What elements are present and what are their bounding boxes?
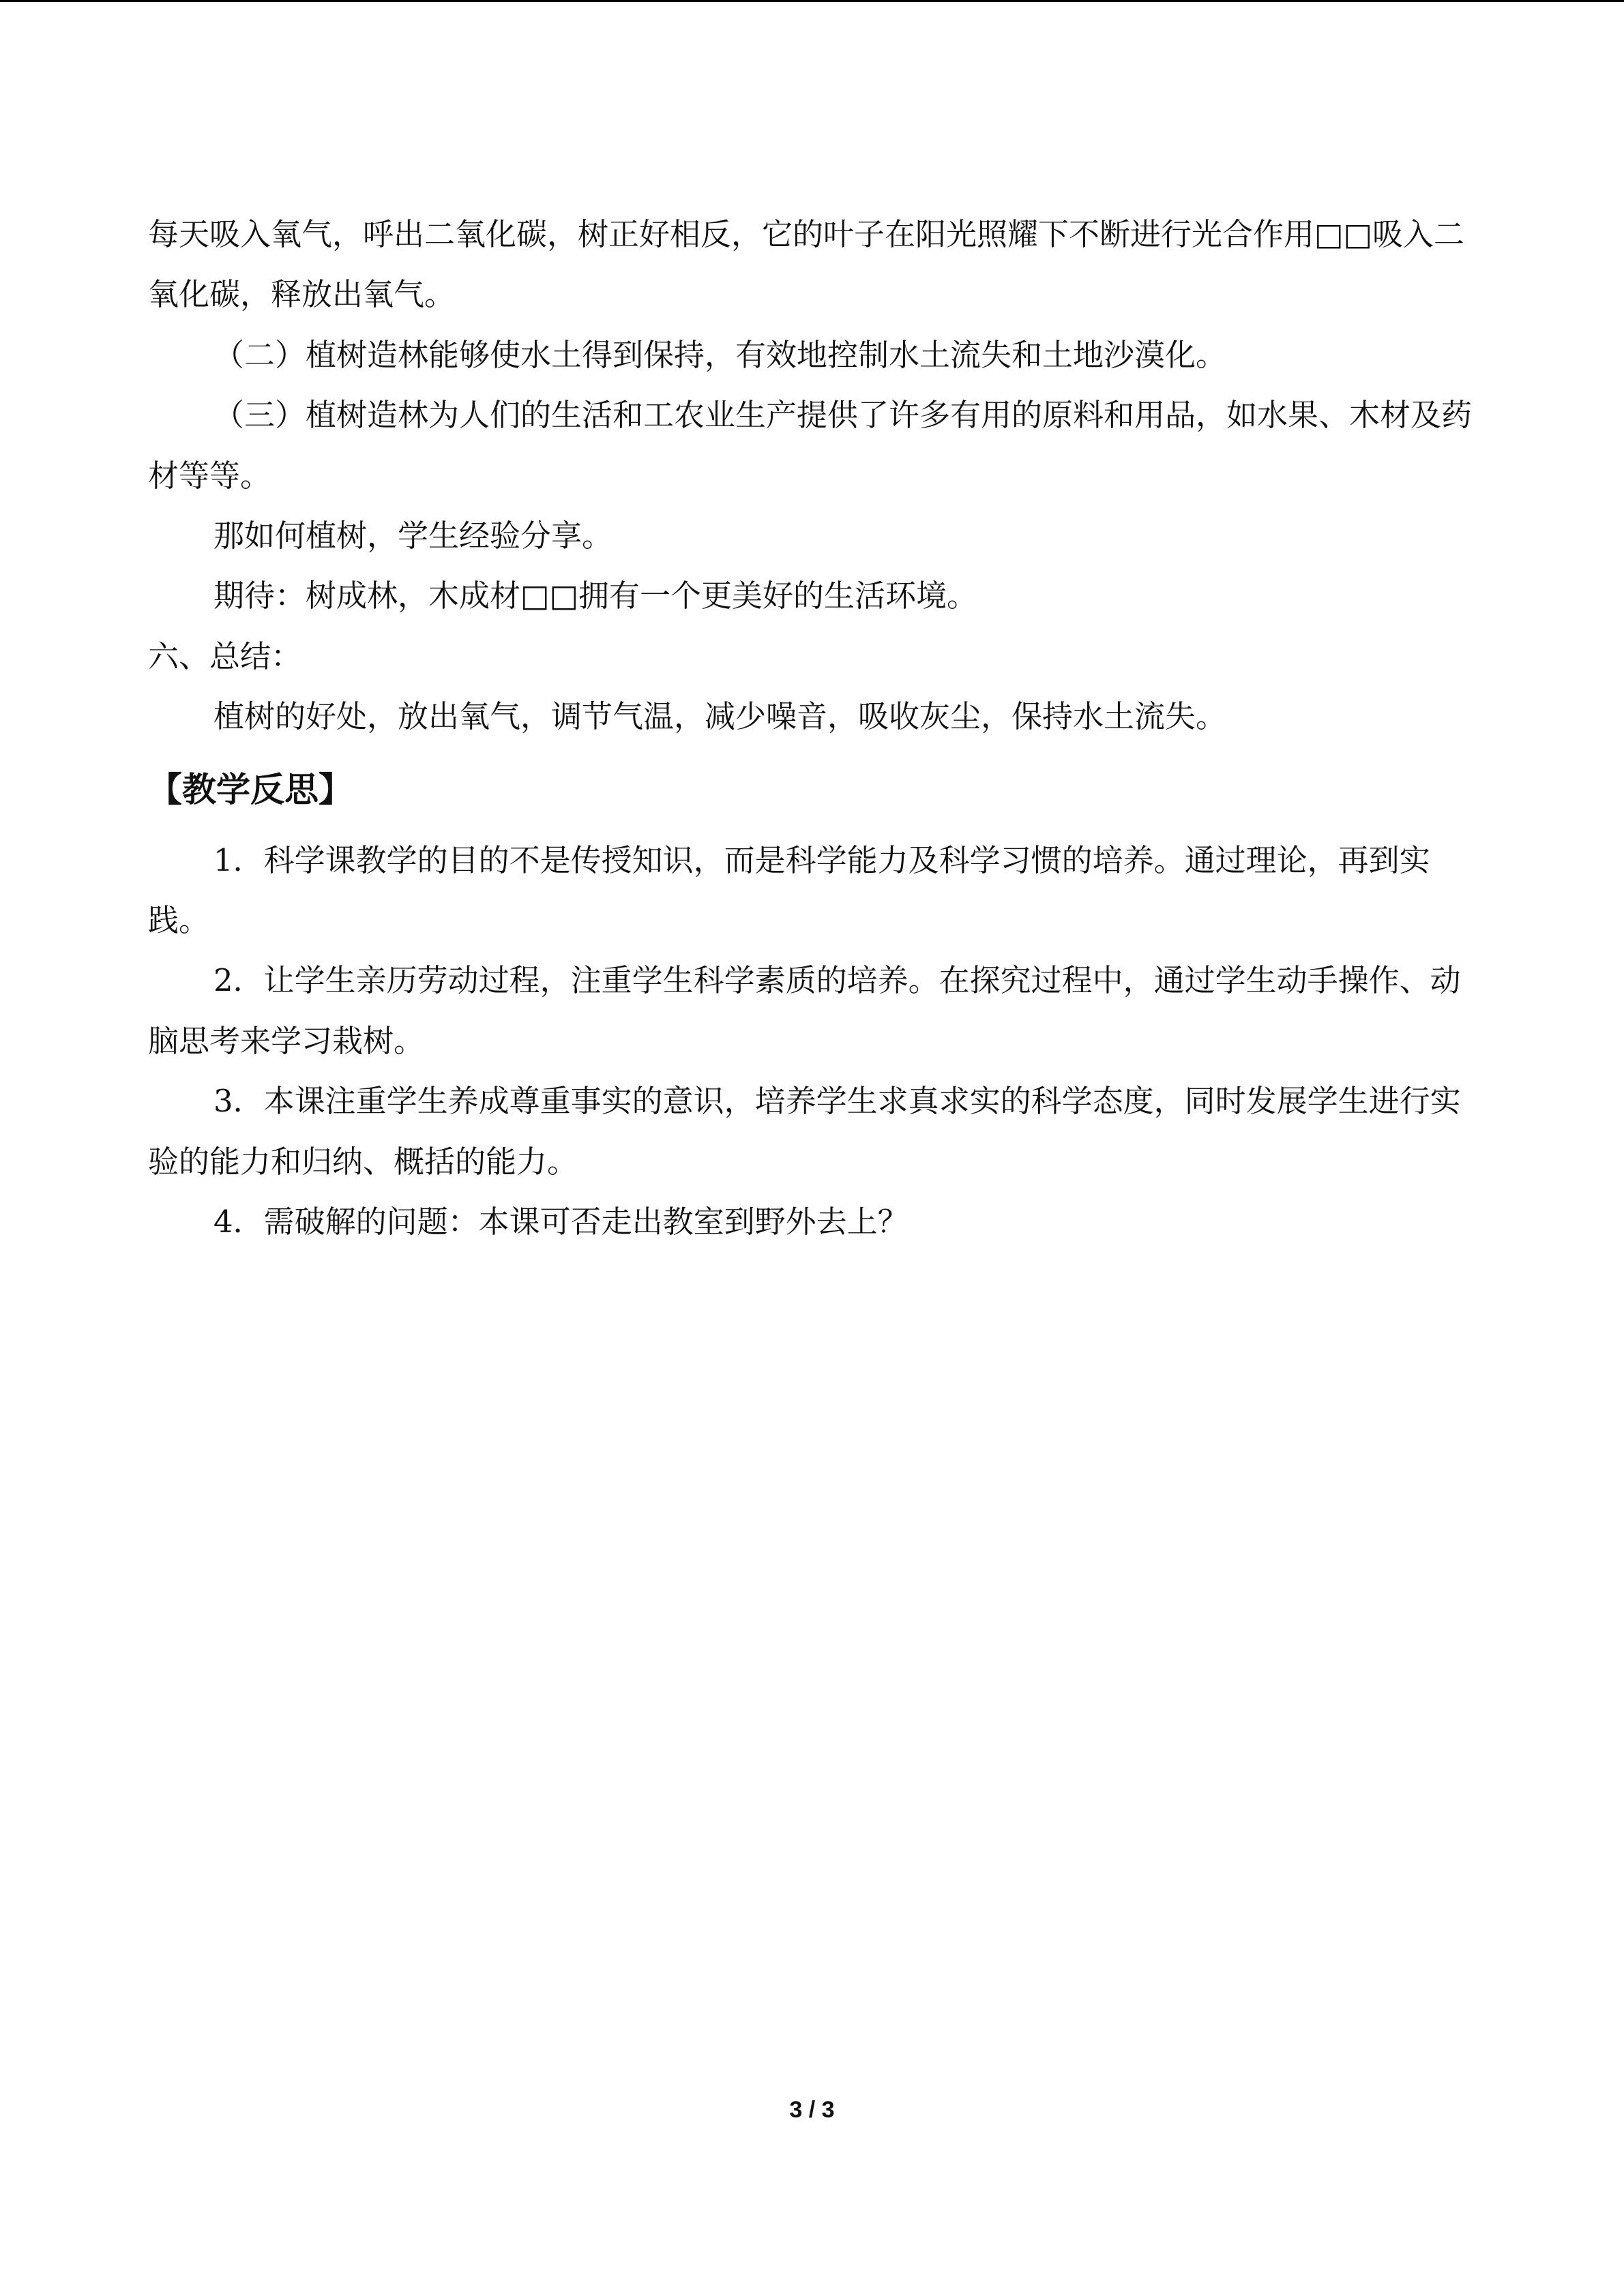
top-border-line: [0, 0, 1624, 2]
paragraph-expectation: 期待：树成林，木成材□□拥有一个更美好的生活环境。: [213, 578, 978, 614]
page-number: 3 / 3: [789, 2097, 835, 2123]
paragraph-summary: 植树的好处，放出氧气，调节气温，减少噪音，吸收灰尘，保持水土流失。: [213, 698, 1227, 735]
reflection-item: 1．科学课教学的目的不是传授知识，而是科学能力及科学习惯的培养。通过理论，再到实践。: [148, 841, 1430, 939]
paragraph-soil-conservation: （二）植树造林能够使水土得到保持，有效地控制水土流失和土地沙漠化。: [213, 336, 1227, 373]
section-summary-heading: 六、总结：: [148, 638, 302, 674]
reflection-heading: 【教学反思】: [148, 769, 353, 809]
paragraph-experience-sharing: 那如何植树，学生经验分享。: [213, 518, 613, 554]
reflection-item: 3．本课注重学生养成尊重事实的意识，培养学生求真求实的科学态度，同时发展学生进行实验的能力和归纳、概括的能力。: [148, 1083, 1461, 1180]
paragraph-oxygen-exchange: 每天吸入氧气，呼出二氧化碳，树正好相反，它的叶子在阳光照耀下不断进行光合作用□□吸入二氧化碳，释放出氧气。: [148, 216, 1465, 313]
reflection-item: 2．让学生亲历劳动过程，注重学生科学素质的培养。在探究过程中，通过学生动手操作、动脑思考来学习栽树。: [148, 962, 1461, 1059]
document-page: [148, 205, 1478, 1253]
reflection-item: 4．需破解的问题：本课可否走出教室到野外去上？: [213, 1204, 909, 1240]
paragraph-raw-materials: （三）植树造林为人们的生活和工农业生产提供了许多有用的原料和用品，如水果、木材及药材等等。: [148, 397, 1473, 494]
